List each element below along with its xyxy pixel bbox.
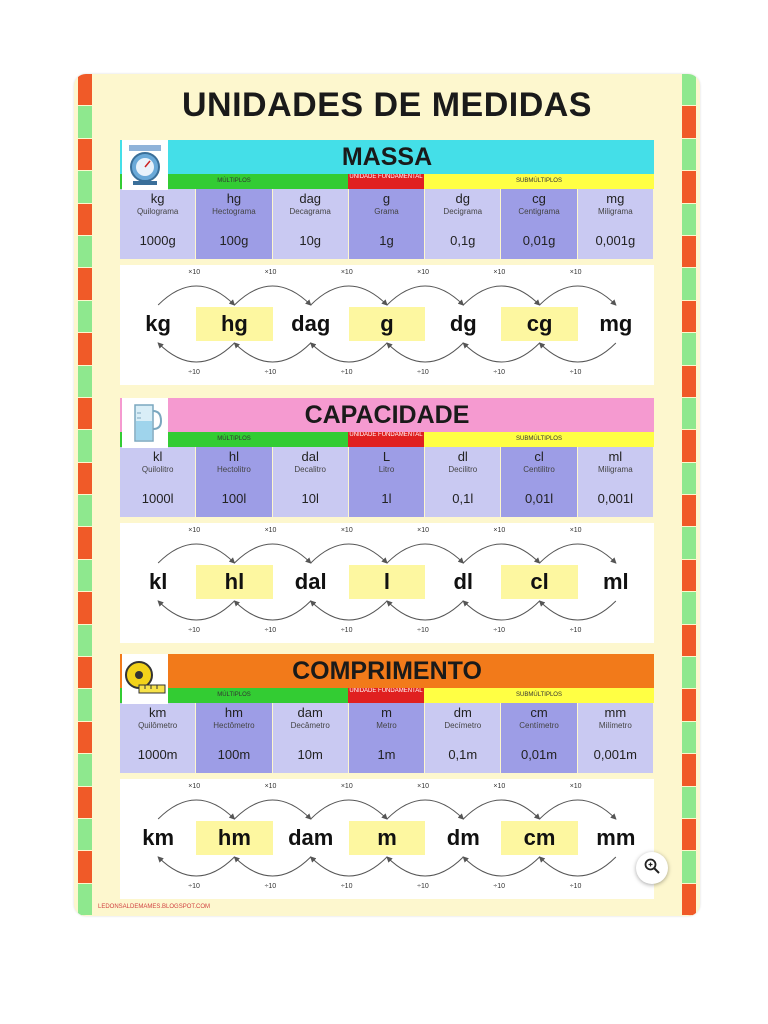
border-square (682, 139, 696, 171)
multiply-label: ×10 (417, 783, 430, 790)
divide-arrow (540, 601, 616, 620)
big-unit-symbol: dg (425, 307, 501, 341)
unit-value: 0,01g (522, 233, 556, 248)
unit-value-cell (578, 737, 654, 773)
multiply-label: ×10 (264, 783, 277, 790)
submultiples-band: SUBMÚLTIPLOS (424, 174, 654, 189)
big-unit-symbol: cm (501, 821, 577, 855)
unit-symbol: cg (532, 191, 546, 206)
fundamental-unit-band: UNIDADE FUNDAMENTAL (348, 432, 424, 447)
zoom-button[interactable] (636, 852, 668, 884)
unit-value-cell (120, 481, 196, 517)
unit-value-cell (273, 481, 349, 517)
divide-arrow (463, 343, 539, 362)
multiply-label: ×10 (188, 527, 201, 534)
unit-value-cell (349, 737, 425, 773)
unit-value: 100l (221, 491, 247, 506)
unit-cell (349, 447, 425, 481)
unit-name: Centigrama (518, 207, 560, 216)
multiply-arrow (158, 800, 234, 819)
unit-value: 0,001l (597, 491, 634, 506)
divide-arrow (387, 601, 463, 620)
divide-label: ÷10 (569, 883, 582, 890)
big-unit-symbol: hl (196, 565, 272, 599)
border-square (78, 560, 92, 592)
big-unit-symbol: kg (120, 307, 196, 341)
unit-name: Centímetro (519, 721, 559, 730)
border-square (78, 657, 92, 689)
unit-cell (120, 447, 196, 481)
conversion-diagram (120, 779, 654, 899)
unit-values-row (120, 223, 654, 259)
unit-names-row (120, 189, 654, 223)
multiply-label: ×10 (264, 527, 277, 534)
big-units-row (120, 565, 654, 599)
divide-arrow (158, 857, 234, 876)
border-square (78, 722, 92, 754)
unit-name: Quilograma (136, 207, 179, 216)
section-title: COMPRIMENTO (292, 657, 482, 685)
border-square (78, 787, 92, 819)
unit-symbol: mg (606, 191, 625, 206)
page-title: UNIDADES DE MEDIDAS (182, 86, 592, 124)
unit-value: 0,1g (450, 233, 476, 248)
multiply-label: ×10 (493, 783, 506, 790)
unit-symbol: cm (530, 705, 548, 720)
divide-arrow (158, 601, 234, 620)
multiply-label: ×10 (569, 783, 582, 790)
border-square (78, 625, 92, 657)
section-capacidade (120, 398, 654, 643)
jug-icon (122, 398, 168, 448)
divide-label: ÷10 (188, 369, 200, 376)
multiply-label: ×10 (493, 269, 506, 276)
border-square (682, 527, 696, 559)
border-square (682, 689, 696, 721)
section-header (120, 398, 654, 432)
big-unit-symbol: dag (273, 307, 349, 341)
unit-values-row (120, 481, 654, 517)
border-square (682, 592, 696, 624)
submultiples-band: SUBMÚLTIPLOS (424, 688, 654, 703)
unit-cell (120, 703, 196, 737)
big-unit-symbol: km (120, 821, 196, 855)
border-square (682, 171, 696, 203)
big-unit-symbol: kl (120, 565, 196, 599)
border-square (682, 819, 696, 851)
unit-name: Decigrama (443, 207, 483, 216)
unit-symbol: kl (152, 449, 163, 464)
unit-name: Centilitro (523, 465, 555, 474)
unit-value: 10l (301, 491, 319, 506)
divide-label: ÷10 (493, 627, 506, 634)
unit-value: 10g (299, 233, 322, 248)
multiply-arrow (311, 800, 387, 819)
divide-label: ÷10 (569, 369, 582, 376)
big-unit-symbol: g (349, 307, 425, 341)
border-square (682, 754, 696, 786)
border-square (78, 754, 92, 786)
unit-value-cell (501, 223, 577, 259)
big-unit-symbol: hg (196, 307, 272, 341)
unit-name: Decilitro (448, 465, 478, 474)
multiply-label: ×10 (188, 783, 201, 790)
unit-cell (425, 189, 501, 223)
multiply-label: ×10 (493, 527, 506, 534)
border-square (682, 398, 696, 430)
multiply-label: ×10 (188, 269, 201, 276)
border-square (78, 333, 92, 365)
unit-cell (425, 447, 501, 481)
unit-symbol: g (382, 191, 391, 206)
border-square (682, 236, 696, 268)
unit-symbol: km (148, 705, 167, 720)
multiply-label: ×10 (340, 527, 353, 534)
multiples-band: MÚLTIPLOS (120, 174, 348, 189)
divide-arrow (234, 857, 310, 876)
zoom-search-icon (643, 857, 661, 880)
tape-measure-icon (122, 654, 168, 704)
unit-value: 10m (297, 747, 323, 762)
divide-label: ÷10 (188, 627, 200, 634)
unit-value-cell (196, 223, 272, 259)
unit-value: 0,1m (448, 747, 478, 762)
footer-credit: LEDONSALDEMAMES.BLOGSPOT.COM (98, 904, 211, 910)
unit-value-cell (425, 481, 501, 517)
scale-icon (122, 140, 168, 190)
unit-value: 1000l (141, 491, 174, 506)
unit-symbol: ml (608, 449, 623, 464)
unit-cell (273, 703, 349, 737)
divide-label: ÷10 (264, 883, 277, 890)
unit-cell (196, 189, 272, 223)
unit-value-cell (196, 481, 272, 517)
multiply-label: ×10 (264, 269, 277, 276)
multiply-label: ×10 (340, 269, 353, 276)
divide-label: ÷10 (340, 369, 353, 376)
border-square (682, 495, 696, 527)
unit-symbol: kg (150, 191, 165, 206)
unit-cell (349, 189, 425, 223)
section-header (120, 140, 654, 174)
unit-values-row (120, 737, 654, 773)
unit-cell (425, 703, 501, 737)
unit-name: Decímetro (444, 721, 482, 730)
section-header (120, 654, 654, 688)
border-square (682, 851, 696, 883)
unit-cell (501, 447, 577, 481)
unit-names-row (120, 703, 654, 737)
unit-value: 0,01l (524, 491, 554, 506)
poster (74, 74, 700, 916)
unit-symbol: dam (297, 705, 323, 720)
multiply-arrow (158, 544, 234, 563)
big-units-row (120, 821, 654, 855)
border-square (682, 625, 696, 657)
unit-value-cell (273, 737, 349, 773)
divide-label: ÷10 (340, 883, 353, 890)
big-unit-symbol: mg (578, 307, 654, 341)
multiply-arrow (387, 286, 463, 305)
big-unit-symbol: m (349, 821, 425, 855)
divide-arrow (463, 857, 539, 876)
unit-cell (578, 447, 654, 481)
unit-value: 1000g (139, 233, 176, 248)
divide-arrow (158, 343, 234, 362)
multiply-arrow (311, 286, 387, 305)
unit-cell (501, 703, 577, 737)
unit-value-cell (425, 737, 501, 773)
border-square (78, 398, 92, 430)
unit-value-cell (425, 223, 501, 259)
unit-value-cell (501, 481, 577, 517)
multiply-arrow (311, 544, 387, 563)
unit-value: 1m (377, 747, 396, 762)
multiply-arrow (540, 544, 616, 563)
border-square (78, 268, 92, 300)
section-massa (120, 140, 654, 385)
unit-cell (349, 703, 425, 737)
unit-name: Hectolitro (217, 465, 251, 474)
divide-arrow (234, 601, 310, 620)
unit-symbol: dal (301, 449, 319, 464)
unit-cell (578, 189, 654, 223)
border-square (682, 301, 696, 333)
unit-names-row (120, 447, 654, 481)
fundamental-unit-band: UNIDADE FUNDAMENTAL (348, 174, 424, 189)
big-unit-symbol: cg (501, 307, 577, 341)
unit-cell (273, 189, 349, 223)
border-square (682, 268, 696, 300)
unit-name: Quilolitro (141, 465, 174, 474)
divide-arrow (311, 601, 387, 620)
unit-cell (578, 703, 654, 737)
unit-name: Litro (378, 465, 395, 474)
border-square (78, 204, 92, 236)
multiples-band: MÚLTIPLOS (120, 432, 348, 447)
border-square (78, 139, 92, 171)
unit-name: Grama (374, 207, 399, 216)
unit-symbol: dag (299, 191, 322, 206)
border-square (682, 787, 696, 819)
multiply-arrow (387, 800, 463, 819)
divide-label: ÷10 (569, 627, 582, 634)
unit-symbol: dl (457, 449, 468, 464)
big-unit-symbol: l (349, 565, 425, 599)
big-unit-symbol: dm (425, 821, 501, 855)
unit-cell (120, 189, 196, 223)
unit-name: Metro (376, 721, 397, 730)
unit-symbol: dm (453, 705, 472, 720)
border-square (78, 819, 92, 851)
unit-value-cell (120, 737, 196, 773)
border-square (78, 463, 92, 495)
border-square (78, 592, 92, 624)
big-units-row (120, 307, 654, 341)
big-unit-symbol: dal (273, 565, 349, 599)
border-square (78, 430, 92, 462)
big-unit-symbol: dam (273, 821, 349, 855)
section-comprimento (120, 654, 654, 899)
unit-symbol: m (381, 705, 392, 720)
divide-label: ÷10 (264, 369, 277, 376)
divide-arrow (463, 601, 539, 620)
right-border-strip (682, 74, 696, 916)
big-unit-symbol: mm (578, 821, 654, 855)
multiply-label: ×10 (569, 269, 582, 276)
divide-label: ÷10 (493, 369, 506, 376)
unit-value: 0,001m (593, 747, 638, 762)
unit-name: Decâmetro (290, 721, 330, 730)
unit-name: Quilômetro (138, 721, 178, 730)
unit-value: 100g (219, 233, 249, 248)
border-square (78, 884, 92, 916)
border-square (78, 236, 92, 268)
divide-label: ÷10 (493, 883, 506, 890)
multiply-arrow (463, 544, 539, 563)
multiply-arrow (234, 286, 310, 305)
big-unit-symbol: cl (501, 565, 577, 599)
unit-value: 0,001g (595, 233, 636, 248)
category-bands (120, 432, 654, 447)
divide-label: ÷10 (340, 627, 353, 634)
multiply-arrow (463, 286, 539, 305)
multiply-arrow (540, 800, 616, 819)
unit-value-cell (120, 223, 196, 259)
border-square (78, 301, 92, 333)
category-bands (120, 688, 654, 703)
multiply-arrow (463, 800, 539, 819)
unit-cell (501, 189, 577, 223)
unit-cell (196, 703, 272, 737)
border-square (682, 463, 696, 495)
unit-symbol: mm (604, 705, 627, 720)
unit-value-cell (196, 737, 272, 773)
unit-value-cell (578, 223, 654, 259)
border-square (682, 657, 696, 689)
unit-value: 1000m (137, 747, 178, 762)
multiply-label: ×10 (569, 527, 582, 534)
unit-cell (196, 447, 272, 481)
divide-label: ÷10 (417, 883, 429, 890)
border-square (682, 560, 696, 592)
border-square (682, 884, 696, 916)
unit-value: 100m (217, 747, 251, 762)
border-square (682, 204, 696, 236)
multiples-band: MÚLTIPLOS (120, 688, 348, 703)
divide-label: ÷10 (188, 883, 200, 890)
border-square (78, 689, 92, 721)
unit-symbol: L (382, 449, 391, 464)
conversion-diagram (120, 523, 654, 643)
divide-label: ÷10 (417, 369, 429, 376)
unit-name: Hectômetro (213, 721, 255, 730)
unit-name: Decagrama (289, 207, 331, 216)
divide-label: ÷10 (417, 627, 429, 634)
unit-symbol: hl (228, 449, 239, 464)
big-unit-symbol: dl (425, 565, 501, 599)
border-square (682, 333, 696, 365)
conversion-diagram (120, 265, 654, 385)
divide-label: ÷10 (264, 627, 277, 634)
multiply-arrow (234, 544, 310, 563)
unit-value-cell (578, 481, 654, 517)
submultiples-band: SUBMÚLTIPLOS (424, 432, 654, 447)
big-unit-symbol: hm (196, 821, 272, 855)
unit-symbol: hm (224, 705, 243, 720)
section-title: CAPACIDADE (304, 401, 470, 429)
unit-name: Miligrama (597, 207, 633, 216)
border-square (78, 171, 92, 203)
divide-arrow (540, 857, 616, 876)
divide-arrow (311, 343, 387, 362)
divide-arrow (387, 343, 463, 362)
unit-name: Hectograma (212, 207, 256, 216)
multiply-label: ×10 (417, 527, 430, 534)
unit-value-cell (273, 223, 349, 259)
multiply-arrow (540, 286, 616, 305)
unit-name: Milímetro (598, 721, 632, 730)
multiply-label: ×10 (417, 269, 430, 276)
unit-value-cell (349, 481, 425, 517)
unit-symbol: dg (455, 191, 470, 206)
border-square (78, 851, 92, 883)
unit-value: 1g (379, 233, 394, 248)
divide-arrow (540, 343, 616, 362)
unit-value: 1l (381, 491, 392, 506)
unit-symbol: hg (226, 191, 242, 206)
multiply-arrow (158, 286, 234, 305)
border-square (78, 366, 92, 398)
border-square (78, 527, 92, 559)
category-bands (120, 174, 654, 189)
divide-arrow (234, 343, 310, 362)
border-square (682, 722, 696, 754)
fundamental-unit-band: UNIDADE FUNDAMENTAL (348, 688, 424, 703)
border-square (682, 430, 696, 462)
unit-value: 0,01m (520, 747, 558, 762)
border-square (78, 495, 92, 527)
unit-name: Miligrama (597, 465, 633, 474)
section-title: MASSA (341, 143, 433, 171)
left-border-strip (78, 74, 92, 916)
divide-arrow (311, 857, 387, 876)
unit-name: Decalitro (294, 465, 326, 474)
big-unit-symbol: ml (578, 565, 654, 599)
divide-arrow (387, 857, 463, 876)
unit-symbol: cl (534, 449, 544, 464)
unit-cell (273, 447, 349, 481)
unit-value-cell (349, 223, 425, 259)
unit-value: 0,1l (452, 491, 474, 506)
unit-value-cell (501, 737, 577, 773)
multiply-arrow (387, 544, 463, 563)
multiply-arrow (234, 800, 310, 819)
border-square (682, 366, 696, 398)
multiply-label: ×10 (340, 783, 353, 790)
